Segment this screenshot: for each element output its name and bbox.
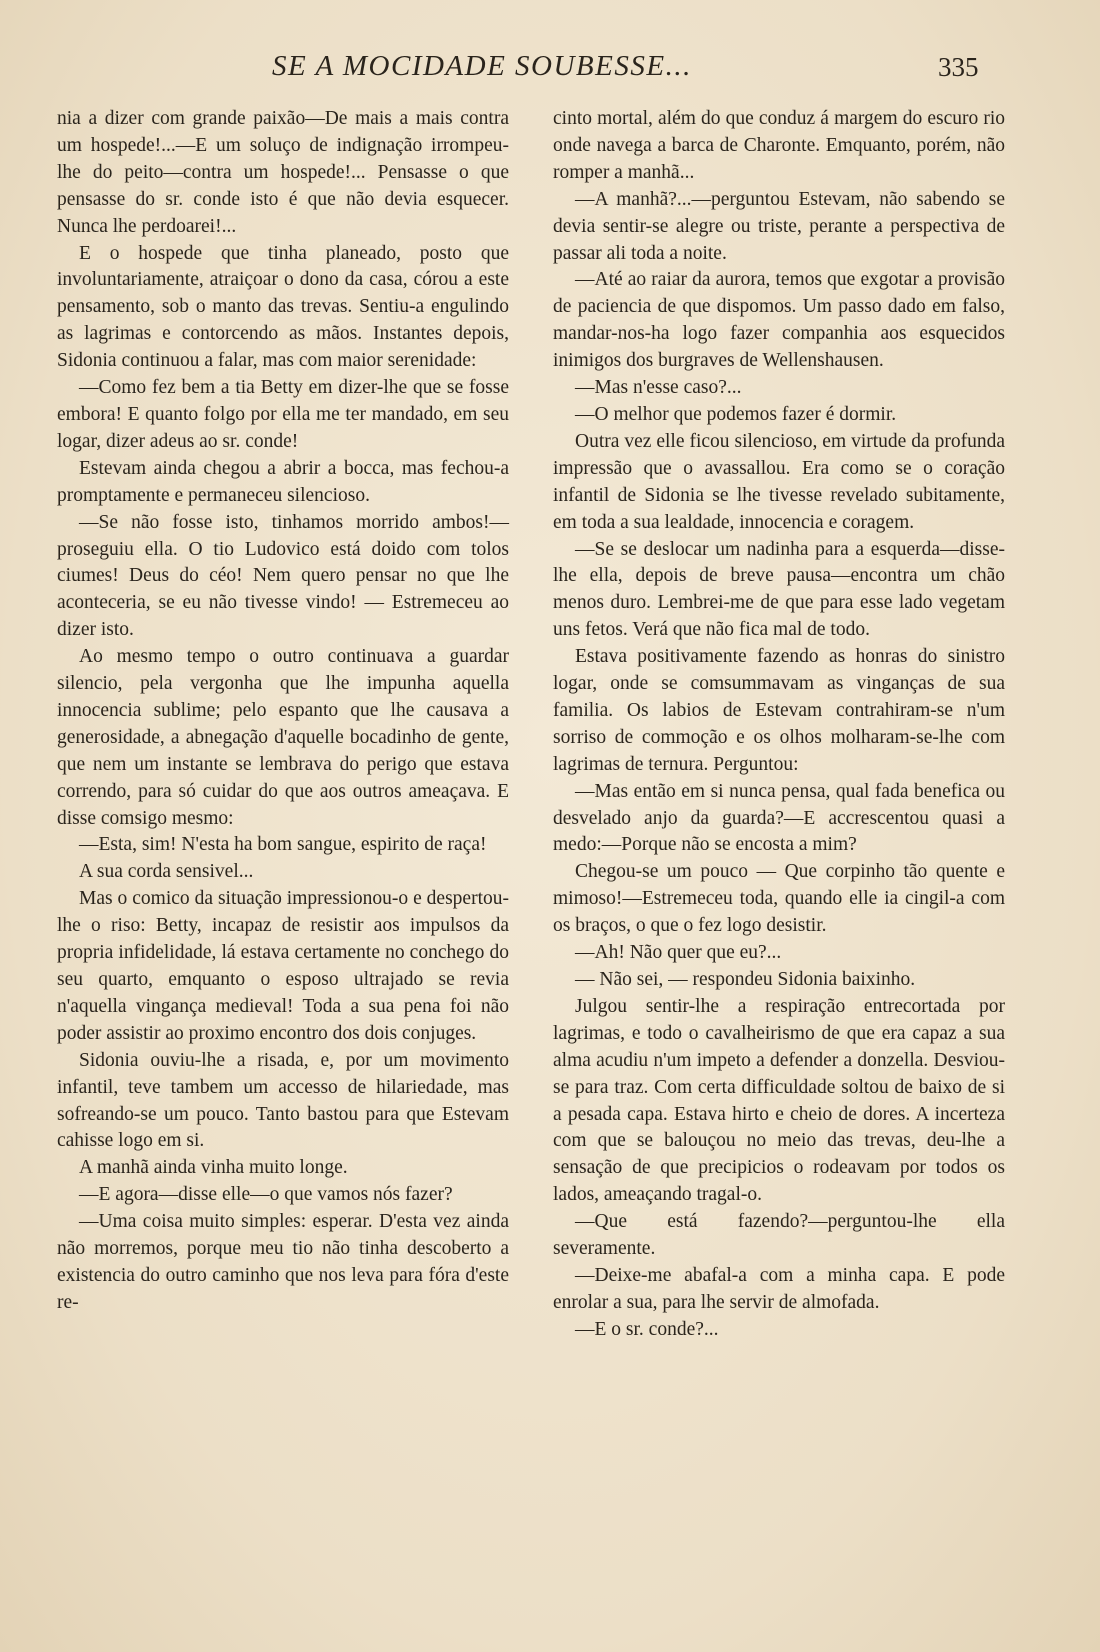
paragraph: Julgou sentir-lhe a respiração entrecortada por lagrimas, e todo o cavalheirismo de que era capaz a sua alma acudiu n'um impeto a defender a donzella. Desviou-se para traz. Com certa difficuldade soltou de baixo de si a pesada capa. Estava hirto e cheio de dores. A incerteza com que se balouçou no meio das trevas, deu-lhe a sensação de que precipicios o rodeavam por todos os lados, ameaçando tragal-o. (553, 995, 1005, 1206)
left-text-column (57, 106, 509, 1317)
paragraph: —Se não fosse isto, tinhamos morrido ambos!—proseguiu ella. O tio Ludovico está doido com tolos ciumes! Deus do céo! Nem quero pensar no que lhe aconteceria, se eu não tivesse vindo! — Estremeceu ao dizer isto. (57, 511, 509, 641)
paragraph: cinto mortal, além do que conduz á margem do escuro rio onde navega a barca de Charonte. Emquanto, porém, não romper a manhã... (553, 108, 1005, 183)
paragraph: Estava positivamente fazendo as honras do sinistro logar, onde se comsummavam as vinganças de sua familia. Os labios de Estevam contrahiram-se n'um sorriso de commoção e os olhos molharam-se-lhe com lagrimas de ternura. Perguntou: (553, 646, 1005, 775)
page-number: 335 (938, 52, 979, 82)
paragraph: —E o sr. conde?... (575, 1318, 719, 1340)
paragraph: —Se se deslocar um nadinha para a esquerda—disse-lhe ella, depois de breve pausa—encontra um chão menos duro. Lembrei-me de que para esse lado vegetam uns fetos. Verá que não fica mal de todo. (553, 538, 1005, 641)
paragraph: —O melhor que podemos fazer é dormir. (575, 403, 897, 425)
paragraph: —Mas então em si nunca pensa, qual fada benefica ou desvelado anjo da guarda?—E accrescentou quasi a medo:—Porque não se encosta a mim? (553, 780, 1005, 856)
paragraph: —A manhã?...—perguntou Estevam, não sabendo se devia sentir-se alegre ou triste, perante a perspectiva de passar ali toda a noite. (553, 188, 1005, 264)
paragraph: —Uma coisa muito simples: esperar. D'esta vez ainda não morremos, porque meu tio não tinha descoberto a existencia do outro caminho que nos leva para fóra d'este re- (57, 1211, 509, 1313)
paragraph: —Deixe-me abafal-a com a minha capa. E pode enrolar a sua, para lhe servir de almofada. (553, 1264, 1005, 1313)
paragraph: Chegou-se um pouco — Que corpinho tão quente e mimoso!—Estremeceu toda, quando elle ia cingil-a com os braços, o que o fez logo desistir. (553, 861, 1005, 937)
paragraph: —Até ao raiar da aurora, temos que exgotar a provisão de paciencia de que dispomos. Um passo dado em falso, mandar-nos-ha logo fazer companhia aos esquecidos inimigos dos burgraves de Wellenshausen. (553, 269, 1005, 372)
paragraph: —Esta, sim! N'esta ha bom sangue, espirito de raça! (79, 834, 487, 856)
paragraph: —Mas n'esse caso?... (575, 377, 742, 399)
paragraph: —Ah! Não quer que eu?... (575, 942, 782, 964)
paragraph: Ao mesmo tempo o outro continuava a guardar silencio, pela vergonha que lhe impunha aquella innocencia sublime; pelo espanto que lhe causava a generosidade, a abnegação d'aquelle bocadinho de gente, que nem um instante se lembrava do perigo que estava correndo, para só cuidar do que aos outros ameaçava. E disse comsigo mesmo: (57, 646, 509, 829)
running-title: SE A MOCIDADE SOUBESSE... (272, 50, 692, 82)
paragraph: —Que está fazendo?—perguntou-lhe ella severamente. (553, 1211, 1005, 1260)
paragraph: Mas o comico da situação impressionou-o e despertou-lhe o riso: Betty, incapaz de resistir aos impulsos da propria infidelidade, lá estava certamente no conchego do seu quarto, emquanto o esposo ultrajado se revia n'aquella vingança medieval! Toda a sua pena foi não poder assistir ao proximo encontro dos dois conjuges. (57, 888, 509, 1044)
paragraph: A manhã ainda vinha muito longe. (79, 1157, 348, 1179)
paragraph: —E agora—disse elle—o que vamos nós fazer? (79, 1184, 453, 1206)
paragraph: nia a dizer com grande paixão—De mais a mais contra um hospede!...—E um soluço de indignação irrompeu-lhe do peito—contra um hospede!... Pensasse o que pensasse do sr. conde isto é que não devia esquecer. Nunca lhe perdoarei!... (57, 108, 509, 237)
paragraph: Outra vez elle ficou silencioso, em virtude da profunda impressão que o avassallou. Era como se o coração infantil de Sidonia se lhe tivesse revelado subitamente, em toda a sua lealdade, innocencia e coragem. (553, 430, 1005, 533)
paragraph: Sidonia ouviu-lhe a risada, e, por um movimento infantil, teve tambem um accesso de hilariedade, mas sofreando-se um pouco. Tanto bastou para que Estevam cahisse logo em si. (57, 1049, 509, 1152)
right-text-column (553, 106, 1005, 1344)
paragraph: — Não sei, — respondeu Sidonia baixinho. (575, 969, 916, 990)
paragraph: A sua corda sensivel... (79, 861, 254, 883)
paragraph: Estevam ainda chegou a abrir a bocca, mas fechou-a promptamente e permaneceu silencioso. (57, 457, 509, 506)
paragraph: —Como fez bem a tia Betty em dizer-lhe que se fosse embora! E quanto folgo por ella me ter mandado, em seu logar, dizer adeus ao sr. conde! (57, 377, 509, 452)
page-header (0, 44, 1100, 92)
paragraph: E o hospede que tinha planeado, posto que involuntariamente, atraiçoar o dono da casa, córou a este pensamento, sob o manto das trevas. Sentiu-a engulindo as lagrimas e contorcendo as mãos. Instantes depois, Sidonia continuou a falar, mas com maior serenidade: (57, 242, 509, 372)
